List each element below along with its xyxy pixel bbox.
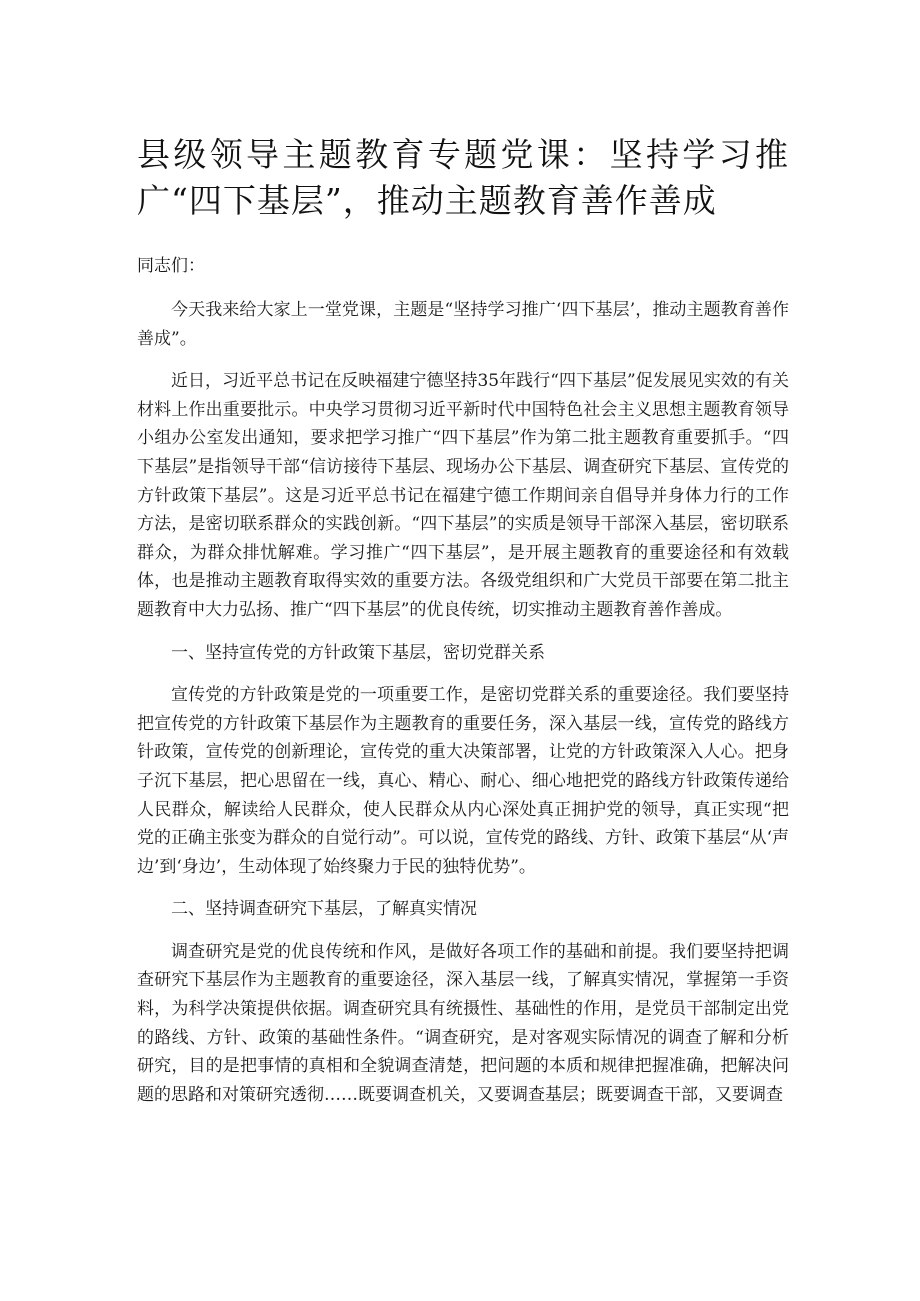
section-2-body: 调查研究是党的优良传统和作风，是做好各项工作的基础和前提。我们要坚持把调查研究下基层作为主题教育的重要途径，深入基层一线，了解真实情况，掌握第一手资料，为科学决策提供依据。调查研究具有统摄性、基础性的作用，是党员干部制定出党的路线、方针、政策的基础性条件。“调查研究，是对客观实际情况的调查了解和分析研究，目的是把事情的真相和全貌调查清楚，把问题的本质和规律把握准确，把解决问题的思路和对策研究透彻……既要调查机关，又要调查基层；既要调查干部，又要调查 (137, 941, 789, 1105)
section-1-heading: 一、坚持宣传党的方针政策下基层，密切党群关系 (171, 642, 545, 663)
section-1-body: 宣传党的方针政策是党的一项重要工作，是密切党群关系的重要途径。我们要坚持把宣传党的方针政策下基层作为主题教育的重要任务，深入基层一线，宣传党的路线方针政策，宣传党的创新理论，宣传党的重大决策部署，让党的方针政策深入人心。把身子沉下基层，把心思留在一线，真心、精心、耐心、细心地把党的路线方针政策传递给人民群众，解读给人民群众，使人民群众从内心深处真正拥护党的领导，真正实现“把党的正确主张变为群众的自觉行动”。可以说，宣传党的路线、方针、政策下基层“从‘声边’到‘身边’，生动体现了始终聚力于民的独特优势”。 (137, 685, 789, 877)
background-paragraph: 近日，习近平总书记在反映福建宁德坚持35年践行“四下基层”促发展见实效的有关材料上作出重要批示。中央学习贯彻习近平新时代中国特色社会主义思想主题教育领导小组办公室发出通知，要求把学习推广“四下基层”作为第二批主题教育重要抓手。“四下基层”是指领导干部“信访接待下基层、现场办公下基层、调查研究下基层、宣传党的方针政策下基层”。这是习近平总书记在福建宁德工作期间亲自倡导并身体力行的工作方法，是密切联系群众的实践创新。“四下基层”的实质是领导干部深入基层，密切联系群众，为群众排忧解难。学习推广“四下基层”，是开展主题教育的重要途径和有效载体，也是推动主题教育取得实效的重要方法。各级党组织和广大党员干部要在第二批主题教育中大力弘扬、推广“四下基层”的优良传统，切实推动主题教育善作善成。 (137, 371, 789, 620)
document-page (137, 132, 789, 1123)
document-title: 县级领导主题教育专题党课：坚持学习推广“四下基层”，推动主题教育善作善成 (137, 135, 789, 220)
salutation: 同志们： (137, 256, 205, 276)
intro-paragraph: 今天我来给大家上一堂党课，主题是“坚持学习推广‘四下基层’，推动主题教育善作善成”。 (137, 300, 789, 349)
section-2-heading: 二、坚持调查研究下基层，了解真实情况 (171, 899, 477, 920)
